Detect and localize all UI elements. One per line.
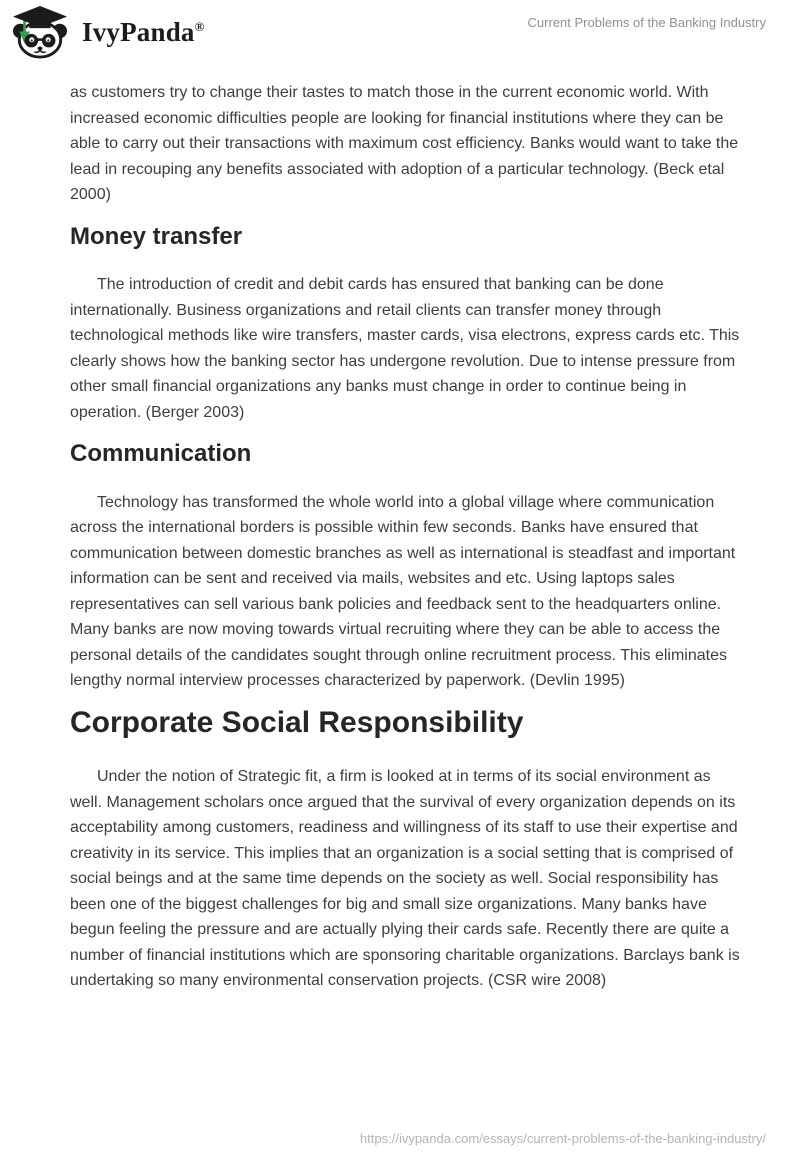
article-body — [0, 80, 800, 994]
brand-name-text: IvyPanda — [82, 16, 195, 47]
section-paragraph-communication: Technology has transformed the whole world into a global village where communication across the international borders is possible within few seconds. Banks have ensured that communication between domestic branches as well as international is steadfast and important information can be sent and received via mails, websites and etc. Using laptops sales representatives can sell various bank policies and feedback sent to the headquarters online. Many banks are now moving towards virtual recruiting where they can be able to access the personal details of the candidates sought through online recruitment process. This eliminates lengthy normal interview processes characterized by paperwork. (Devlin 1995) — [70, 493, 736, 690]
section-heading-communication: Communication — [70, 440, 252, 468]
source-url: https://ivypanda.com/essays/current-problems-of-the-banking-industry/ — [359, 1131, 766, 1146]
page-header — [0, 0, 800, 66]
registered-mark: ® — [194, 18, 205, 34]
brand-name — [82, 17, 205, 48]
section-paragraph-money-transfer: The introduction of credit and debit cards has ensured that banking can be done internationally. Business organizations and retail clients can transfer money through technological methods like wire transfers, master cards, visa electrons, express cards etc. This clearly shows how the banking sector has undergone revolution. Due to intense pressure from other small financial organizations any banks must change in order to continue being in operation. (Berger 2003) — [70, 276, 740, 421]
section-heading-money-transfer: Money transfer — [70, 222, 243, 250]
intro-paragraph: as customers try to change their tastes to match those in the current economic world. With increased economic difficulties people are looking for financial institutions where they can be able to carry out their transactions with maximum cost efficiency. Banks would want to take the lead in recouping any benefits associated with adoption of a particular technology. (Beck etal 2000) — [70, 84, 739, 203]
panda-graduate-icon — [10, 5, 70, 59]
brand — [10, 5, 205, 59]
section-paragraph-corporate-social-responsibility: Under the notion of Strategic fit, a firm is looked at in terms of its social environment as well. Management scholars once argued that the survival of every organization depends on its acceptability among customers, readiness and willingness of its staff to use their expertise and creativity in its service. This implies that an organization is a social setting that is comprised of social beings and at the same time depends on the society as well. Social responsibility has been one of the biggest challenges for big and small size organizations. Many banks have begun feeling the pressure and are actually plying their cards safe. Recently there are quite a number of financial institutions which are sponsoring charitable organizations. Barclays bank is undertaking so many environmental conservation projects. (CSR wire 2008) — [70, 768, 740, 990]
section-heading-corporate-social-responsibility: Corporate Social Responsibility — [70, 705, 524, 739]
document-title: Current Problems of the Banking Industry — [527, 15, 766, 30]
